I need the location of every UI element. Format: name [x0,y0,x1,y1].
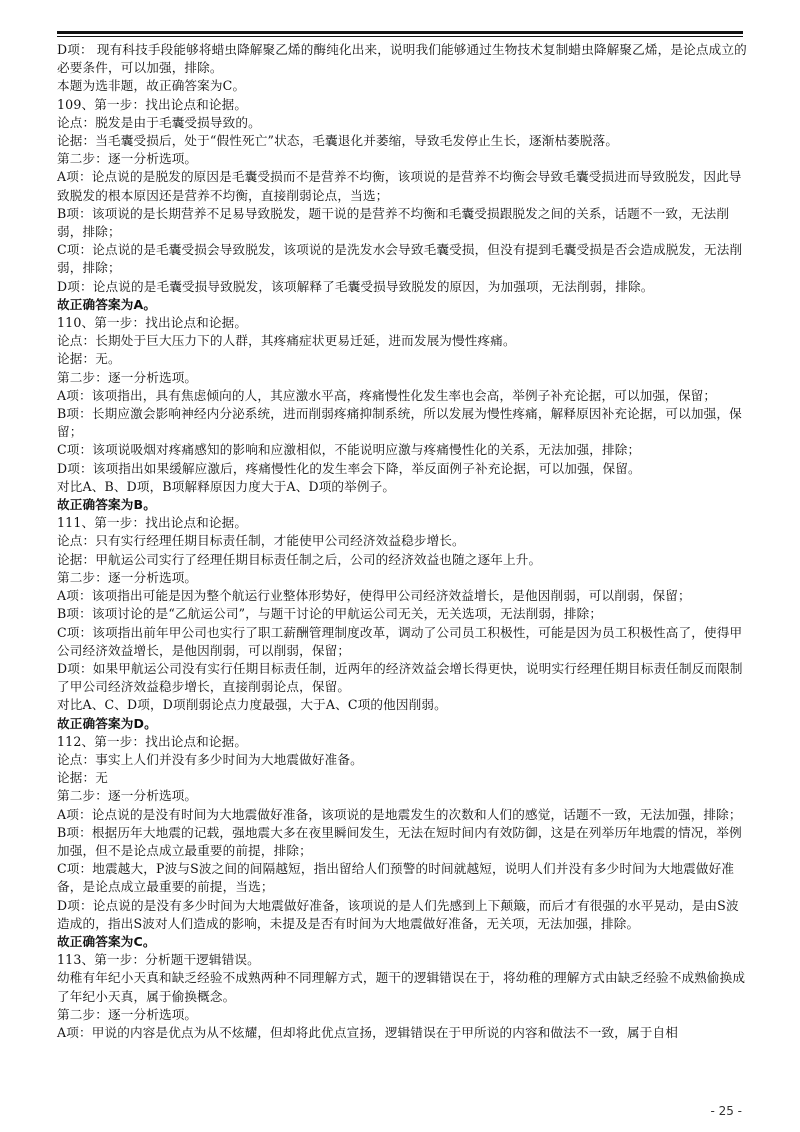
text-line: 论据：甲航运公司实行了经理任期目标责任制之后，公司的经济效益也随之逐年上升。 [57,551,542,567]
text-line: C项：地震越大，P波与S波之间的间隔越短，指出留给人们预警的时间就越短，说明人们并没有多少时间为大地震做好准备，是论点成立最重要的前提，当选； [57,861,735,895]
answer-line: 故正确答案为A。 [57,296,157,312]
header-rule-thin [57,36,743,37]
text-line: A项：论点说的是脱发的原因是毛囊受损而不是营养不均衡，该项说的是营养不均衡会导致毛囊受损进而导致脱发，因此导致脱发的根本原因还是营养不均衡，直接削弱论点，当选； [57,169,742,203]
answer-line: 故正确答案为C。 [57,933,156,949]
text-line: 111、第一步：找出论点和论据。 [57,515,248,531]
text-line: 第二步：逐一分析选项。 [57,788,198,804]
text-line: A项：论点说的是没有时间为大地震做好准备，该项说的是地震发生的次数和人们的感觉，话题不一致，无法加强，排除； [57,806,742,822]
text-line: A项：甲说的内容是优点为从不炫耀，但却将此优点宣扬，逻辑错误在于甲所说的内容和做法不一致，属于自相 [57,1024,678,1040]
text-line: 论据：无 [57,770,108,786]
text-line: B项：该项讨论的是“乙航运公司”，与题干讨论的甲航运公司无关，无关选项，无法削弱，排除； [57,606,603,622]
text-line: 对比A、B、D项，B项解释原因力度大于A、D项的举例子。 [57,478,396,494]
header-rule-thick [57,31,743,34]
text-line: 论点：事实上人们并没有多少时间为大地震做好准备。 [57,751,363,767]
text-line: 第二步：逐一分析选项。 [57,151,198,167]
text-line: 论点：长期处于巨大压力下的人群，其疼痛症状更易迁延，进而发展为慢性疼痛。 [57,333,516,349]
text-line: D项：该项指出如果缓解应激后，疼痛慢性化的发生率会下降，举反面例子补充论据，可以加强，保留。 [57,460,641,476]
text-line: 本题为选非题，故正确答案为C。 [57,78,246,94]
text-line: 论点：只有实行经理任期目标责任制，才能使甲公司经济效益稳步增长。 [57,533,465,549]
text-line: B项：根据历年大地震的记载，强地震大多在夜里瞬间发生，无法在短时间内有效防御，这是在列举历年地震的情况，举例加强，但不是论点成立最重要的前提，排除； [57,824,742,858]
text-line: 110、第一步：找出论点和论据。 [57,315,248,331]
text-line: C项：该项指出前年甲公司也实行了职工薪酬管理制度改革，调动了公司员工积极性，可能是因为员工积极性高了，使得甲公司经济效益增长，是他因削弱，可以削弱，保留； [57,624,743,658]
answer-line: 故正确答案为B。 [57,497,156,513]
page-number: - 25 - [710,1104,742,1118]
text-line: D项：论点说的是毛囊受损导致脱发，该项解释了毛囊受损导致脱发的原因，为加强项，无法削弱，排除。 [57,278,654,294]
text-line: 第二步：逐一分析选项。 [57,1006,198,1022]
text-line: A项：该项指出，具有焦虑倾向的人，其应激水平高，疼痛慢性化发生率也会高，举例子补充论据，可以加强，保留； [57,387,717,403]
text-line: 112、第一步：找出论点和论据。 [57,733,248,749]
text-line: 第二步：逐一分析选项。 [57,569,198,585]
text-line: D项： 现有科技手段能够将蜡虫降解聚乙烯的酶纯化出来，说明我们能够通过生物技术复制蜡虫降解聚乙烯，是论点成立的必要条件，可以加强，排除。 [57,42,747,76]
text-line: D项：如果甲航运公司没有实行任期目标责任制，近两年的经济效益会增长得更快，说明实行经理任期目标责任制反而限制了甲公司经济效益稳步增长，直接削弱论点，保留。 [57,660,743,695]
text-line: D项：论点说的是没有多少时间为大地震做好准备，该项说的是人们先感到上下颠簸，而后才有很强的水平晃动，是由S波造成的，指出S波对人们造成的影响，未提及是否有时间为大地震做好准备，无关项，无法加强，排除。 [57,897,739,931]
text-line: C项：该项说吸烟对疼痛感知的影响和应激相似，不能说明应激与疼痛慢性化的关系，无法加强，排除； [57,442,641,458]
text-line: 论点：脱发是由于毛囊受损导致的。 [57,114,261,130]
text-line: B项：长期应激会影响神经内分泌系统，进而削弱疼痛抑制系统，所以发展为慢性疼痛，解释原因补充论据，可以加强，保留； [57,406,742,440]
text-line: 论据：当毛囊受损后，处于“假性死亡”状态，毛囊退化并萎缩，导致毛发停止生长，逐渐枯萎脱落。 [57,133,619,149]
text-line: 第二步：逐一分析选项。 [57,369,198,385]
text-line: A项：该项指出可能是因为整个航运行业整体形势好，使得甲公司经济效益增长，是他因削弱，可以削弱，保留； [57,588,691,604]
text-line: B项：该项说的是长期营养不足易导致脱发，题干说的是营养不均衡和毛囊受损跟脱发之间的关系，话题不一致，无法削弱，排除； [57,205,730,240]
text-line: 113、第一步：分析题干逻辑错误。 [57,952,260,968]
answer-line: 故正确答案为D。 [57,715,157,731]
text-line: 对比A、C、D项，D项削弱论点力度最强，大于A、C项的他因削弱。 [57,697,447,713]
text-line: 论据：无。 [57,351,121,367]
text-line: 109、第一步：找出论点和论据。 [57,96,248,112]
document-body [57,41,747,1042]
text-line: 幼稚有年纪小天真和缺乏经验不成熟两种不同理解方式，题干的逻辑错误在于，将幼稚的理解方式由缺乏经验不成熟偷换成了年纪小天真，属于偷换概念。 [57,970,746,1004]
text-line: C项：论点说的是毛囊受损会导致脱发，该项说的是洗发水会导致毛囊受损，但没有提到毛囊受损是否会造成脱发，无法削弱，排除； [57,242,743,276]
